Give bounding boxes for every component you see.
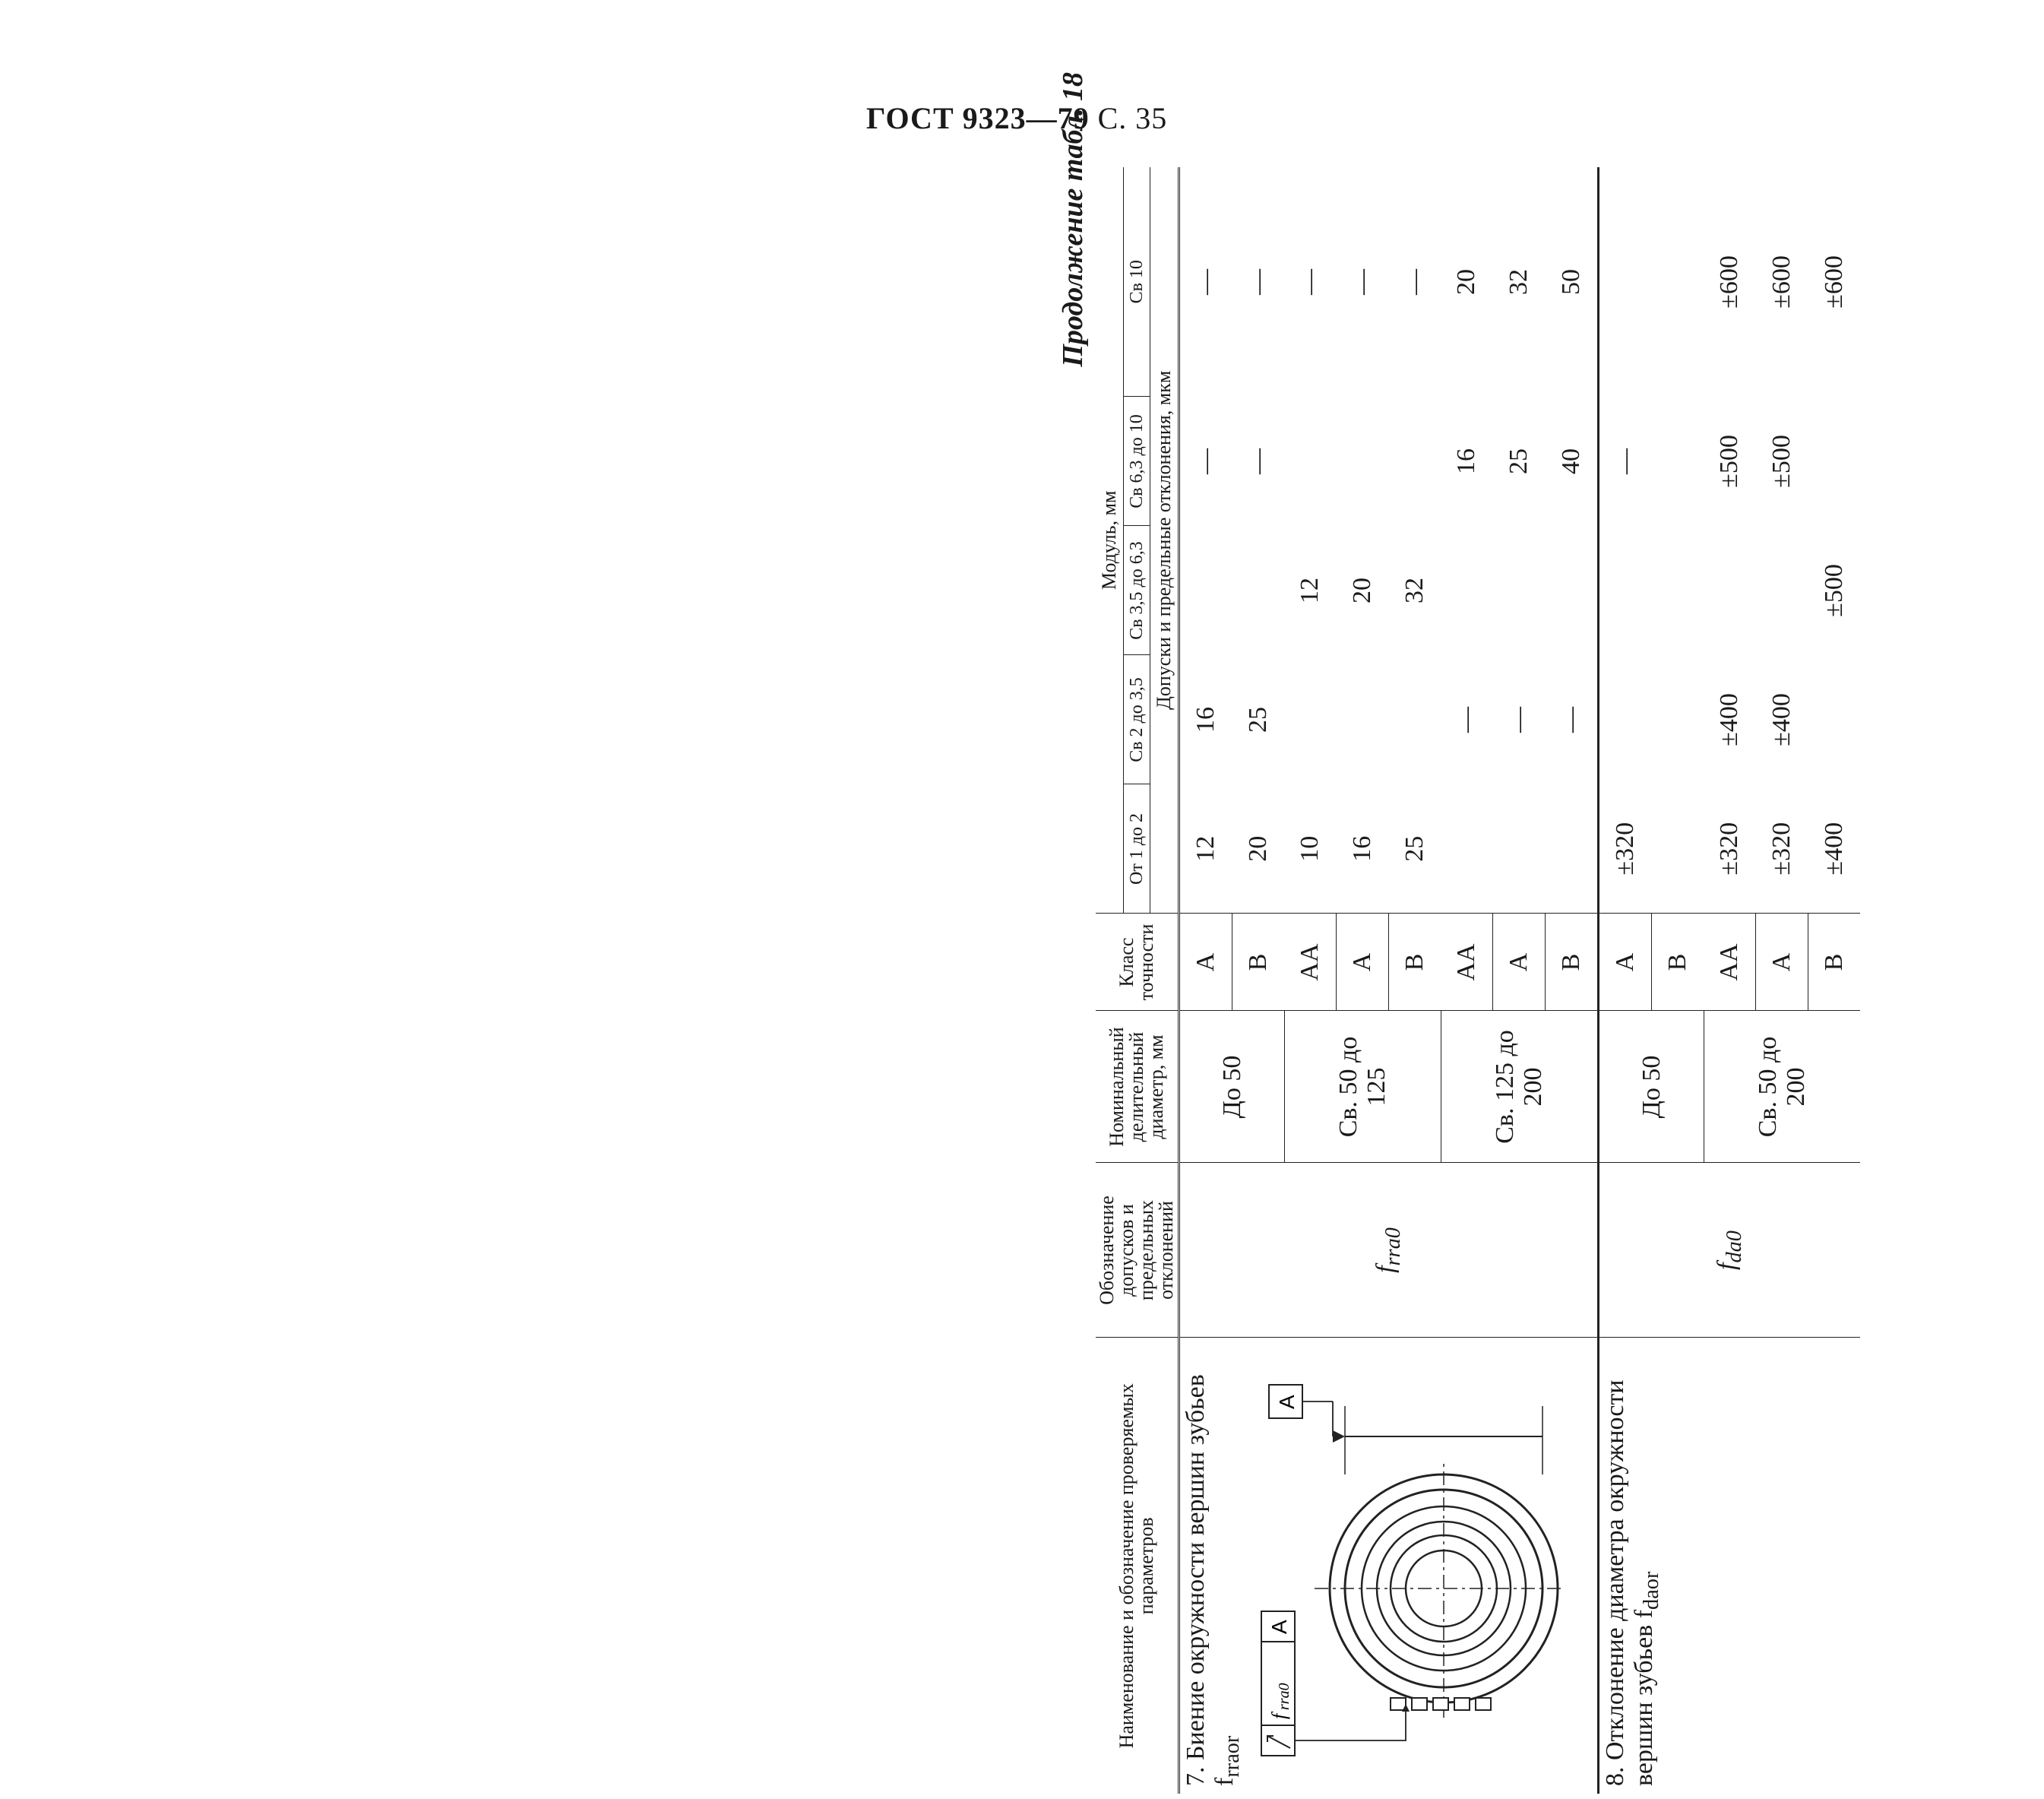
tolerance-value [1493, 784, 1546, 914]
accuracy-class: AA [1704, 914, 1756, 1011]
tolerance-value: — [1296, 269, 1324, 295]
parameter-title-text: 7. Биение окружности вершин зубьев $f_{rraor}$ [1182, 1374, 1244, 1786]
tolerance-value [1284, 397, 1337, 526]
accuracy-class: AA [1441, 914, 1493, 1011]
gear-tooth [1391, 1698, 1406, 1710]
table-row [1179, 167, 1232, 1794]
tolerance-value: ±320 [1767, 822, 1796, 876]
tolerance-symbol-text-subscript: da0 [1722, 1230, 1746, 1263]
tolerance-value: — [1599, 397, 1652, 526]
tolerance-value [1652, 784, 1704, 914]
accuracy-class: A [1756, 914, 1808, 1011]
accuracy-class: A [1599, 914, 1652, 1011]
datum-letter: A [1274, 1395, 1299, 1409]
tolerance-value: 12 [1179, 784, 1232, 914]
parameter-title-text: 8. Отклонение диаметра окружности вершин зубьев $f_{daor}$ [1601, 1379, 1663, 1786]
accuracy-class: A [1493, 914, 1546, 1011]
tolerance-value: — [1243, 448, 1272, 474]
tolerance-value: 20 [1348, 578, 1376, 603]
parameter-name [1599, 1338, 1861, 1794]
datum-triangle [1333, 1430, 1345, 1443]
module-range: Св 10 [1124, 167, 1150, 397]
tolerance-value [1337, 397, 1389, 526]
tolerance-value: 25 [1400, 835, 1429, 862]
tolerance-value: ±500 [1715, 435, 1744, 488]
module-range: Св 2 до 3,5 [1124, 655, 1150, 784]
tolerance-value: 10 [1296, 835, 1324, 862]
col-header-class: Класс точности [1096, 914, 1179, 1011]
accuracy-class: B [1389, 914, 1441, 1011]
tolerance-symbol [1599, 1163, 1861, 1338]
tolerance-value: 50 [1556, 269, 1585, 295]
gear-tooth [1433, 1698, 1448, 1710]
tolerance-value: ±400 [1819, 822, 1848, 876]
parameter-title [1182, 1343, 1245, 1787]
gear-tooth [1412, 1698, 1427, 1710]
accuracy-class: A [1179, 914, 1232, 1011]
tolerance-value: 16 [1179, 655, 1232, 784]
tolerance-value [1389, 397, 1441, 526]
table-body [1179, 167, 1861, 1794]
module-range: Св 6,3 до 10 [1124, 397, 1150, 526]
tolerance-value [1808, 655, 1861, 784]
tolerance-value: ±400 [1715, 693, 1744, 746]
tolerance-value: ±400 [1767, 693, 1796, 746]
nominal-diameter: До 50 [1599, 1011, 1704, 1163]
tolerance-value: ±320 [1599, 784, 1652, 914]
tolerance-symbol-text-subscript: rra0 [1381, 1227, 1405, 1266]
tolerance-value [1546, 784, 1599, 914]
tolerance-value [1493, 526, 1546, 655]
tolerance-value [1179, 526, 1232, 655]
control-frame-symbol-subscript: rra0 [1275, 1683, 1293, 1710]
tolerance-symbol-text: $f_{da0}$ [1713, 1230, 1746, 1270]
tolerance-value: 40 [1556, 448, 1585, 474]
tolerance-value: — [1348, 269, 1376, 295]
tolerance-table [1096, 167, 1860, 1794]
tolerance-value: 12 [1296, 578, 1324, 603]
nominal-diameter: Св. 125 до 200 [1441, 1011, 1599, 1163]
accuracy-class: B [1546, 914, 1599, 1011]
continuation-caption: Продолжение табл. 18 [1057, 72, 1089, 367]
tolerance-value: 16 [1452, 448, 1481, 474]
tolerance-value: ±320 [1715, 822, 1744, 876]
col-header-diameter: Номинальный делительный диаметр, мм [1096, 1011, 1179, 1163]
tolerance-value: ±600 [1767, 255, 1796, 309]
accuracy-class: B [1232, 914, 1285, 1011]
tolerance-value: 20 [1452, 269, 1481, 295]
parameter-name [1179, 1338, 1599, 1794]
col-header-tolerances: Допуски и предельные отклонения, мкм [1150, 167, 1179, 914]
table-row [1599, 167, 1652, 1794]
tolerance-value: 20 [1243, 835, 1272, 862]
tolerance-value [1599, 655, 1652, 784]
tolerance-value: ±600 [1715, 255, 1744, 309]
tolerance-value: — [1556, 707, 1585, 733]
tolerance-value: 25 [1243, 707, 1272, 733]
parameter-title-text-subscript: rraor [1220, 1735, 1244, 1778]
tolerance-value [1441, 526, 1493, 655]
tolerance-value: — [1243, 269, 1272, 295]
parameter-title-text-subscript: daor [1639, 1571, 1663, 1610]
tolerance-symbol [1179, 1163, 1599, 1338]
col-header-symbol: Обозначение допусков и предельных отклонений [1096, 1163, 1179, 1338]
tolerance-value: ±500 [1819, 564, 1848, 617]
tolerance-value: — [1179, 397, 1232, 526]
gear-tooth [1476, 1698, 1491, 1710]
tolerance-value [1652, 655, 1704, 784]
accuracy-class: A [1337, 914, 1389, 1011]
page-header [866, 100, 1167, 136]
tolerance-value: 25 [1505, 448, 1533, 474]
tolerance-value: 32 [1505, 269, 1533, 295]
tolerance-value [1756, 526, 1808, 655]
accuracy-class: B [1808, 914, 1861, 1011]
standard-number: ГОСТ 9323—79 [866, 101, 1090, 135]
tolerance-value [1704, 526, 1756, 655]
leader-line [1295, 1712, 1406, 1740]
tolerance-value [1389, 655, 1441, 784]
nominal-diameter: Св. 50 до 200 [1704, 1011, 1860, 1163]
tolerance-value: — [1179, 167, 1232, 397]
accuracy-class: AA [1284, 914, 1337, 1011]
tolerance-value [1599, 526, 1652, 655]
gear-tooth [1454, 1698, 1470, 1710]
tolerance-value: ±600 [1819, 255, 1848, 309]
tolerance-value [1652, 397, 1704, 526]
parameter-title [1601, 1343, 1664, 1787]
control-frame-datum: A [1267, 1620, 1291, 1634]
runout-drawing [1254, 1360, 1573, 1786]
tolerance-value: ±500 [1767, 435, 1796, 488]
accuracy-class: B [1652, 914, 1704, 1011]
tolerance-value [1546, 526, 1599, 655]
tolerance-value: — [1452, 707, 1481, 733]
tolerance-value: 32 [1400, 578, 1429, 603]
tolerance-value [1232, 526, 1285, 655]
tolerance-value [1599, 167, 1652, 397]
nominal-diameter: Св. 50 до 125 [1284, 1011, 1441, 1163]
tolerance-value [1808, 397, 1861, 526]
tolerance-value [1441, 784, 1493, 914]
tolerance-value: 16 [1348, 835, 1376, 862]
tolerance-symbol-text: $f_{rra0}$ [1372, 1227, 1405, 1273]
col-header-module: Модуль, мм [1096, 167, 1124, 914]
tolerance-value: — [1505, 707, 1533, 733]
tolerance-value [1652, 167, 1704, 397]
nominal-diameter: До 50 [1179, 1011, 1285, 1163]
tolerance-value [1652, 526, 1704, 655]
control-frame-symbol: f [1267, 1713, 1290, 1719]
page-number: С. 35 [1097, 101, 1168, 135]
tolerance-value: — [1400, 269, 1429, 295]
module-range: Св 3,5 до 6,3 [1124, 526, 1150, 655]
module-range: От 1 до 2 [1124, 784, 1150, 914]
col-header-name: Наименование и обозначение проверяемых параметров [1096, 1338, 1179, 1794]
tolerance-value [1284, 655, 1337, 784]
tolerance-value [1337, 655, 1389, 784]
